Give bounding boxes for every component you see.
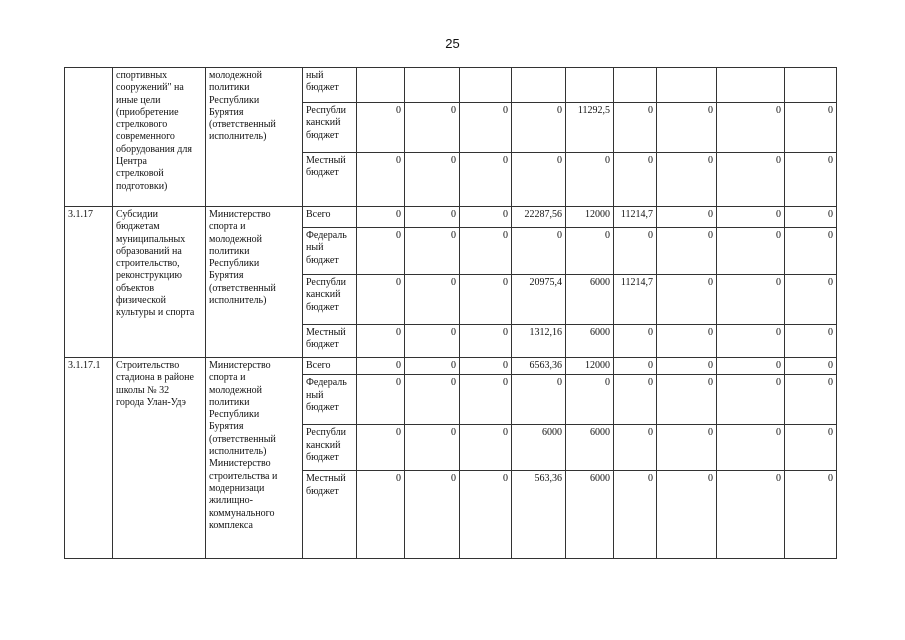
item-executor: молодежной политики Республики Бурятия (ответственный исполнитель)	[206, 68, 303, 207]
value-cell: 0	[512, 103, 566, 153]
value-cell: 11214,7	[614, 207, 657, 228]
value-cell: 0	[512, 375, 566, 425]
value-cell: 0	[357, 153, 405, 207]
value-cell: 20975,4	[512, 275, 566, 325]
value-cell: 0	[405, 228, 460, 275]
page-number: 25	[445, 36, 460, 51]
funding-source: Республи канский бюджет	[303, 275, 357, 325]
item-code: 3.1.17	[65, 207, 113, 358]
item-code	[65, 68, 113, 207]
value-cell: 0	[717, 103, 785, 153]
value-cell: 0	[405, 153, 460, 207]
value-cell: 0	[614, 325, 657, 358]
value-cell: 0	[357, 103, 405, 153]
value-cell: 0	[717, 358, 785, 375]
funding-source: Федераль ный бюджет	[303, 375, 357, 425]
funding-source: Федераль ный бюджет	[303, 228, 357, 275]
value-cell	[405, 68, 460, 103]
value-cell: 0	[357, 325, 405, 358]
value-cell: 12000	[566, 358, 614, 375]
value-cell: 0	[657, 275, 717, 325]
value-cell: 0	[460, 471, 512, 559]
value-cell	[657, 68, 717, 103]
value-cell: 0	[785, 325, 837, 358]
funding-source: Местный бюджет	[303, 325, 357, 358]
value-cell: 0	[614, 153, 657, 207]
value-cell: 0	[357, 471, 405, 559]
value-cell: 0	[460, 275, 512, 325]
value-cell: 0	[614, 358, 657, 375]
value-cell: 22287,56	[512, 207, 566, 228]
value-cell: 0	[405, 207, 460, 228]
table-row	[65, 358, 837, 375]
funding-source: Местный бюджет	[303, 153, 357, 207]
value-cell: 0	[785, 103, 837, 153]
funding-source: Всего	[303, 207, 357, 228]
value-cell: 0	[566, 375, 614, 425]
value-cell: 0	[717, 207, 785, 228]
value-cell: 0	[405, 375, 460, 425]
value-cell: 0	[357, 375, 405, 425]
value-cell: 0	[460, 375, 512, 425]
value-cell: 0	[657, 358, 717, 375]
value-cell: 0	[614, 228, 657, 275]
value-cell: 0	[657, 425, 717, 471]
value-cell: 0	[566, 228, 614, 275]
value-cell	[566, 68, 614, 103]
value-cell	[614, 68, 657, 103]
value-cell: 0	[657, 103, 717, 153]
value-cell: 0	[614, 425, 657, 471]
value-cell: 0	[785, 275, 837, 325]
value-cell: 6000	[566, 471, 614, 559]
value-cell: 0	[460, 358, 512, 375]
value-cell: 0	[717, 228, 785, 275]
funding-source: Республи канский бюджет	[303, 425, 357, 471]
value-cell: 1312,16	[512, 325, 566, 358]
value-cell: 0	[460, 228, 512, 275]
value-cell: 0	[785, 358, 837, 375]
value-cell: 0	[657, 471, 717, 559]
value-cell: 0	[785, 425, 837, 471]
value-cell: 6563,36	[512, 358, 566, 375]
funding-source: Республи канский бюджет	[303, 103, 357, 153]
value-cell: 0	[405, 471, 460, 559]
value-cell: 0	[357, 358, 405, 375]
value-cell: 0	[460, 103, 512, 153]
item-name: Субсидии бюджетам муниципальных образований на строительство, реконструкцию объектов физической культуры и спорта	[113, 207, 206, 358]
value-cell: 0	[657, 325, 717, 358]
value-cell: 12000	[566, 207, 614, 228]
value-cell: 6000	[512, 425, 566, 471]
value-cell: 11292,5	[566, 103, 614, 153]
value-cell: 0	[785, 471, 837, 559]
value-cell: 0	[357, 207, 405, 228]
value-cell: 0	[614, 471, 657, 559]
value-cell: 0	[614, 103, 657, 153]
value-cell	[512, 68, 566, 103]
item-name: спортивных сооружений" на иные цели (приобретение стрелкового современного оборудования для Центра стрелковой подготовки)	[113, 68, 206, 207]
value-cell: 0	[460, 153, 512, 207]
value-cell: 6000	[566, 425, 614, 471]
table-row	[65, 68, 837, 103]
value-cell: 6000	[566, 275, 614, 325]
value-cell: 0	[460, 325, 512, 358]
value-cell: 0	[785, 375, 837, 425]
funding-source: Местный бюджет	[303, 471, 357, 559]
value-cell: 0	[512, 228, 566, 275]
value-cell	[785, 68, 837, 103]
item-executor: Министерство спорта и молодежной политики Республики Бурятия (ответственный исполнитель)	[206, 207, 303, 358]
value-cell: 0	[512, 153, 566, 207]
value-cell: 0	[405, 275, 460, 325]
item-executor: Министерство спорта и молодежной политики Республики Бурятия (ответственный исполнитель) Министерство строительства и модернизаци жилищно- коммунального комплекса	[206, 358, 303, 559]
value-cell: 0	[357, 425, 405, 471]
value-cell: 0	[460, 425, 512, 471]
value-cell: 0	[405, 358, 460, 375]
value-cell: 0	[717, 325, 785, 358]
value-cell: 0	[717, 471, 785, 559]
value-cell	[717, 68, 785, 103]
value-cell: 0	[657, 207, 717, 228]
value-cell: 0	[717, 375, 785, 425]
value-cell: 0	[785, 153, 837, 207]
value-cell: 6000	[566, 325, 614, 358]
value-cell: 0	[357, 275, 405, 325]
value-cell	[357, 68, 405, 103]
value-cell: 0	[460, 207, 512, 228]
value-cell: 0	[717, 153, 785, 207]
value-cell: 11214,7	[614, 275, 657, 325]
value-cell: 0	[566, 153, 614, 207]
table-row	[65, 207, 837, 228]
budget-table	[64, 67, 837, 559]
value-cell: 0	[405, 103, 460, 153]
funding-source: Всего	[303, 358, 357, 375]
item-code: 3.1.17.1	[65, 358, 113, 559]
value-cell: 0	[614, 375, 657, 425]
value-cell: 563,36	[512, 471, 566, 559]
value-cell: 0	[405, 325, 460, 358]
item-name: Строительство стадиона в районе школы № 32 города Улан-Удэ	[113, 358, 206, 559]
value-cell: 0	[657, 375, 717, 425]
value-cell: 0	[785, 228, 837, 275]
value-cell: 0	[717, 425, 785, 471]
value-cell: 0	[657, 153, 717, 207]
value-cell: 0	[717, 275, 785, 325]
value-cell: 0	[357, 228, 405, 275]
value-cell: 0	[657, 228, 717, 275]
value-cell: 0	[785, 207, 837, 228]
value-cell: 0	[405, 425, 460, 471]
funding-source: ный бюджет	[303, 68, 357, 103]
value-cell	[460, 68, 512, 103]
